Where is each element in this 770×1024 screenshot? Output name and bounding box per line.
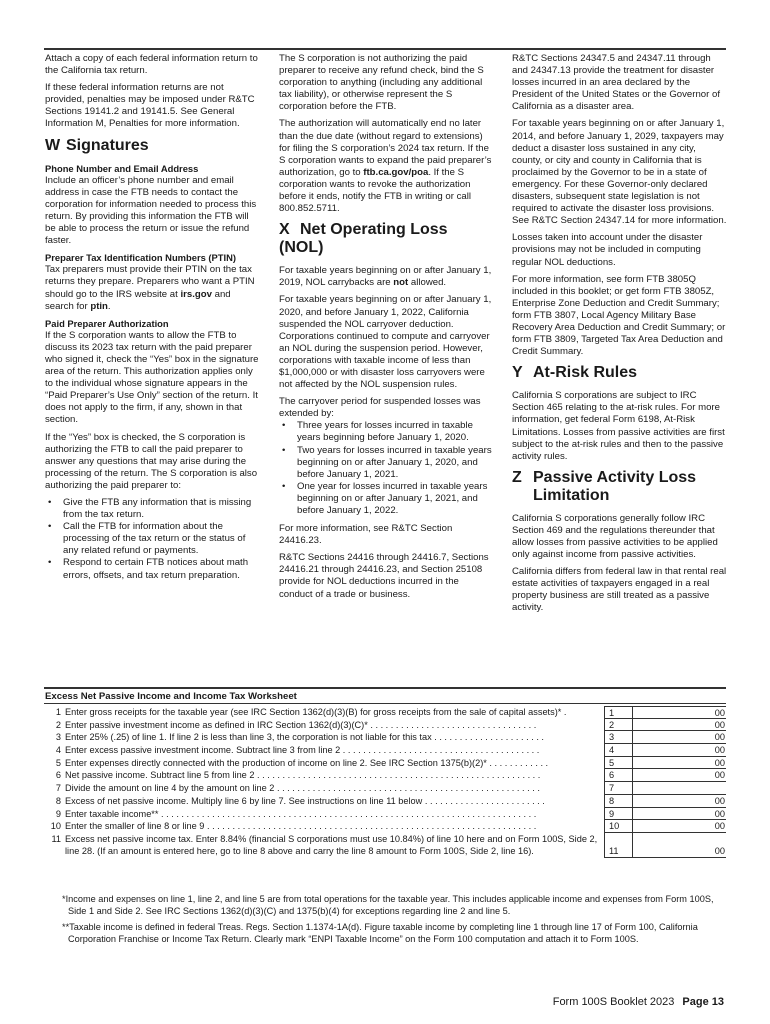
paragraph: For more information, see form FTB 3805Q included in this booklet; or get form FTB 3805Z, Enterprise Zone Deduction and Credit Summary; form FTB 3807, Local Agency Military Base Recovery Area Deduction and Credit Summary; or form FTB 3809, Targeted Tax Area Deduction and Credit Summary. [512, 273, 726, 358]
line-number-box: 8 [604, 795, 633, 808]
line-number-box: 5 [604, 757, 633, 770]
emphasis-not: not [393, 277, 409, 289]
section-title-line-2: Limitation [533, 486, 610, 504]
line-number-box: 3 [604, 731, 633, 744]
paragraph: Include an officer’s phone number and email address in case the FTB needs to contact the corporation for information needed to process this return. By providing this information the FTB will be able to process the return or issue the refund faster. [45, 174, 257, 247]
worksheet-row [44, 808, 726, 821]
worksheet-top-rule [44, 687, 726, 689]
worksheet-row [44, 744, 726, 757]
row-number: 4 [55, 745, 61, 756]
row-text: Enter expenses directly connected with the production of income on line 2. See IRC Section 1375(b)(2)* . . . . . . . . . . . . [65, 757, 549, 768]
row-text: Net passive income. Subtract line 5 from line 2 . . . . . . . . . . . . . . . . . . . . . . . . . . . . . . . . . . . . . . . . . . . . . . . . . . . . . . . . [65, 770, 541, 781]
footnote: *Income and expenses on line 1, line 2, and line 5 are from total operations for the taxable year. This includes applicable income and expenses from Form 100S, Side 1 and Side 2. See IRC Sections 1362(d)(3)(C) and 1375(b)(4) for exceptions regarding line 2 and line 5. [62, 894, 714, 916]
column-3 [512, 53, 728, 620]
paragraph: For taxable years beginning on or after January 1, 2014, and before January 1, 2029, taxpayers may deduct a disaster loss sustained in any city, county, or city and county in California that is proclaimed by the Governor to be in a state of emergency. For these Governor-only declared disasters, subsequent state legislation is not required to activate the disaster loss provisions. See R&TC Section 24347.14 for more information. [512, 118, 727, 227]
bullet-list [279, 420, 493, 517]
worksheet-table [44, 706, 726, 858]
paragraph: R&TC Sections 24416 through 24416.7, Sections 24416.21 through 24416.23, and Section 25108 provide for NOL deductions incurred in the conduct of a trade or business. [279, 552, 489, 600]
subheading-ptin: Preparer Tax Identification Numbers (PTIN) [45, 252, 237, 264]
worksheet-row [44, 706, 726, 719]
line-number-box: 11 [604, 833, 633, 858]
row-number: 2 [55, 719, 61, 730]
paragraph: California S corporations generally follow IRC Section 469 and the regulations thereunder that allow losses from passive activities to be applied only against income from passive activities. [512, 512, 718, 561]
section-y-heading [512, 364, 728, 382]
worksheet-title: Excess Net Passive Income and Income Tax Worksheet [45, 691, 297, 702]
amount-field[interactable]: 00 [633, 795, 726, 808]
top-rule [44, 48, 726, 50]
irs-website-link[interactable]: irs.gov [180, 288, 212, 300]
text: . If the S corporation wants to revoke the authorization before it ends, notify the FTB in writing or call 800.852.5711. [279, 166, 471, 215]
amount-field[interactable]: 00 [633, 757, 726, 770]
row-number: 1 [55, 707, 61, 717]
line-number-box: 1 [604, 706, 633, 719]
paragraph: The carryover period for suspended losses was extended by: [279, 396, 481, 420]
amount-field[interactable]: 00 [633, 833, 726, 858]
section-letter: Z [512, 468, 522, 486]
paragraph-poa [279, 118, 493, 215]
paragraph: If the “Yes” box is checked, the S corporation is authorizing the FTB to call the paid preparer to answer any questions that may arise during the processing of the return. The S corporation is also authorizing the paid preparer to: [45, 431, 258, 491]
amount-field[interactable]: 00 [633, 744, 726, 757]
section-title: Signatures [66, 136, 149, 154]
section-letter: X [279, 221, 290, 239]
line-number-box: 10 [604, 820, 633, 833]
worksheet-row [44, 795, 726, 808]
list-item: • One year for losses incurred in taxable years beginning on or after January 1, 2021, and before January 1, 2022. [279, 481, 493, 517]
row-number: 5 [55, 757, 61, 768]
subheading-paid-preparer: Paid Preparer Authorization [45, 317, 169, 329]
worksheet-row [44, 820, 726, 833]
paragraph-ptin [45, 264, 261, 312]
row-text: Enter taxable income** . . . . . . . . . . . . . . . . . . . . . . . . . . . . . . . . . . . . . . . . . . . . . . . . . . . . . . . . . . . . . . . . . . . . . . . . . . [65, 808, 537, 819]
page-number: Page 13 [682, 996, 724, 1008]
section-w-heading [45, 137, 261, 155]
row-text: Divide the amount on line 4 by the amount on line 2 . . . . . . . . . . . . . . . . . . . . . . . . . . . . . . . . . . . . . . . . . . . . . . . . . . . . [65, 783, 540, 794]
row-text: Excess net passive income tax. Enter 8.84% (financial S corporations must use 10.84%) of line 10 here and on Form 100S, Side 2, line 28. (If an amount is entered here, go to line 8 above and carry the line 8 amount to Form 100S, Side 2, line 16). [65, 833, 598, 856]
list-item: • Respond to certain FTB notices about math errors, offsets, and tax return preparation. [45, 557, 261, 581]
paragraph: California S corporations are subject to IRC Section 465 relating to the at-risk rules. For more information, get federal Form 6198, At-Risk Limitations. Losses from passive activities are first subject to the at-risk rules and then to the passive activity rules. [512, 390, 725, 462]
list-item: • Three years for losses incurred in taxable years beginning before January 1, 2020. [279, 420, 493, 444]
subheading-phone: Phone Number and Email Address [45, 162, 199, 174]
section-title: Net Operating Loss (NOL) [279, 221, 448, 257]
paragraph: Attach a copy of each federal information return to the California tax return. [45, 53, 258, 77]
row-number: 3 [55, 732, 61, 743]
row-text: Excess of net passive income. Multiply line 6 by line 7. See instructions on line 11 below . . . . . . . . . . . . . . . . . . . . . . . . [65, 795, 545, 806]
line-number-box: 9 [604, 808, 633, 821]
section-title: At-Risk Rules [533, 364, 638, 382]
amount-field[interactable] [633, 782, 726, 795]
worksheet-title-rule [44, 703, 726, 704]
amount-field[interactable]: 00 [633, 769, 726, 782]
row-number: 8 [55, 795, 61, 806]
row-text: Enter excess passive investment income. Subtract line 3 from line 2 . . . . . . . . . . . . . . . . . . . . . . . . . . . . . . . . . . . . . . . [65, 745, 540, 756]
list-item: • Call the FTB for information about the processing of the tax return or the status of any related refund or payments. [45, 521, 261, 557]
worksheet-footnotes [62, 893, 726, 949]
text: The authorization will automatically end no later than the due date (without regard to extensions) for filing the S corporation’s 2024 tax return. If the S corporation wants to expand the paid preparer’s authorization, go to [279, 118, 492, 178]
ptin-search-term: ptin [90, 300, 108, 312]
worksheet-row [44, 782, 726, 795]
row-number: 7 [55, 783, 61, 794]
section-title: Passive Activity Loss [533, 468, 697, 486]
column-1 [45, 53, 261, 588]
line-number-box: 2 [604, 719, 633, 732]
column-2 [279, 53, 493, 606]
text: For taxable years beginning on or after January 1, 2019, NOL carrybacks are [279, 265, 492, 289]
paragraph: The S corporation is not authorizing the paid preparer to receive any refund check, bind the S corporation to anything (including any additional tax liability), or otherwise represent the S corporation before the FTB. [279, 53, 484, 113]
section-letter: Y [512, 364, 523, 382]
paragraph: For taxable years beginning on or after January 1, 2020, and before January 1, 2022, California suspended the NOL carryover deduction. Corporations continued to compute and carryover an NOL during the suspension period. However, corporations with taxable income of less than $1,000,000 or with disaster loss carryovers were not affected by the NOL suspension rules. [279, 294, 492, 391]
footnote: **Taxable income is defined in federal Treas. Regs. Section 1.1374-1A(d). Figure taxable income by completing line 1 through line 17 of Form 100, California Corporation Franchise or Income Tax Return. Clearly mark “ENPI Taxable Income” on the Form 100 computation and attach it to Form 100S. [62, 922, 698, 944]
paragraph: R&TC Sections 24347.5 and 24347.11 through and 24347.13 provide the treatment for disaster losses incurred in an area declared by the President of the United States or the Governor of California as a disaster area. [512, 53, 720, 113]
worksheet-row [44, 719, 726, 732]
amount-field[interactable]: 00 [633, 820, 726, 833]
row-number: 10 [50, 821, 61, 832]
row-text: Enter the smaller of line 8 or line 9 . . . . . . . . . . . . . . . . . . . . . . . . . . . . . . . . . . . . . . . . . . . . . . . . . . . . . . . . . . . . . . . . . [65, 821, 537, 832]
section-z-heading [512, 469, 728, 505]
paragraph: For more information, see R&TC Section 24416.23. [279, 523, 453, 547]
line-number-box: 6 [604, 769, 633, 782]
paragraph: Losses taken into account under the disaster provisions may not be included in computing regular NOL deductions. [512, 232, 703, 268]
amount-field[interactable]: 00 [633, 808, 726, 821]
row-number: 6 [55, 770, 61, 781]
paragraph: California differs from federal law in that rental real estate activities of taxpayers engaged in a real property business are still treated as a passive activity. [512, 566, 727, 614]
ftb-poa-link[interactable]: ftb.ca.gov/poa [363, 166, 429, 178]
list-item: • Give the FTB any information that is missing from the tax return. [45, 497, 261, 521]
row-number: 9 [55, 808, 61, 819]
worksheet-row [44, 833, 726, 858]
text: . [107, 300, 111, 312]
amount-field[interactable]: 00 [633, 706, 726, 719]
row-text: Enter gross receipts for the taxable year (see IRC Section 1362(d)(3)(B) for gross receipts from the sale of capital assets)* . [65, 707, 567, 717]
section-letter: W [45, 136, 61, 154]
paragraph: If the S corporation wants to allow the FTB to discuss its 2023 tax return with the paid preparer who signed it, check the “Yes” box in the signature area of the return. This authorization applies only to the individual whose signature appears in the “Paid Preparer’s Use Only” section of the return. It does not apply to the firm, if any, shown in that section. [45, 329, 259, 426]
worksheet-row [44, 769, 726, 782]
row-text: Enter passive investment income as defined in IRC Section 1362(d)(3)(C)* . . . . . . . . . . . . . . . . . . . . . . . . . . . . . . . . . [65, 719, 537, 730]
paragraph-nol [279, 265, 493, 289]
paragraph: If these federal information returns are not provided, penalties may be imposed under R&TC Sections 19141.2 and 19141.5. See General Information M, Penalties for more information. [45, 82, 255, 130]
amount-field[interactable]: 00 [633, 719, 726, 732]
line-number-box: 7 [604, 782, 633, 795]
bullet-list [45, 497, 261, 582]
text: and search for [45, 288, 231, 312]
list-item: • Two years for losses incurred in taxable years beginning on or after January 1, 2020, and before January 1, 2021. [279, 445, 493, 481]
booklet-name: Form 100S Booklet 2023 [552, 996, 675, 1008]
amount-field[interactable]: 00 [633, 731, 726, 744]
row-number: 11 [51, 833, 61, 844]
page-footer [553, 996, 724, 1008]
section-x-heading [279, 221, 493, 257]
text: allowed. [408, 277, 447, 289]
line-number-box: 4 [604, 744, 633, 757]
worksheet-row [44, 757, 726, 770]
text: Tax preparers must provide their PTIN on the tax returns they prepare. Preparers who want a PTIN should go to the IRS website at [45, 264, 255, 300]
worksheet-row [44, 731, 726, 744]
row-text: Enter 25% (.25) of line 1. If line 2 is less than line 3, the corporation is not liable for this tax . . . . . . . . . . . . . . . . . . . . . . [65, 732, 544, 743]
